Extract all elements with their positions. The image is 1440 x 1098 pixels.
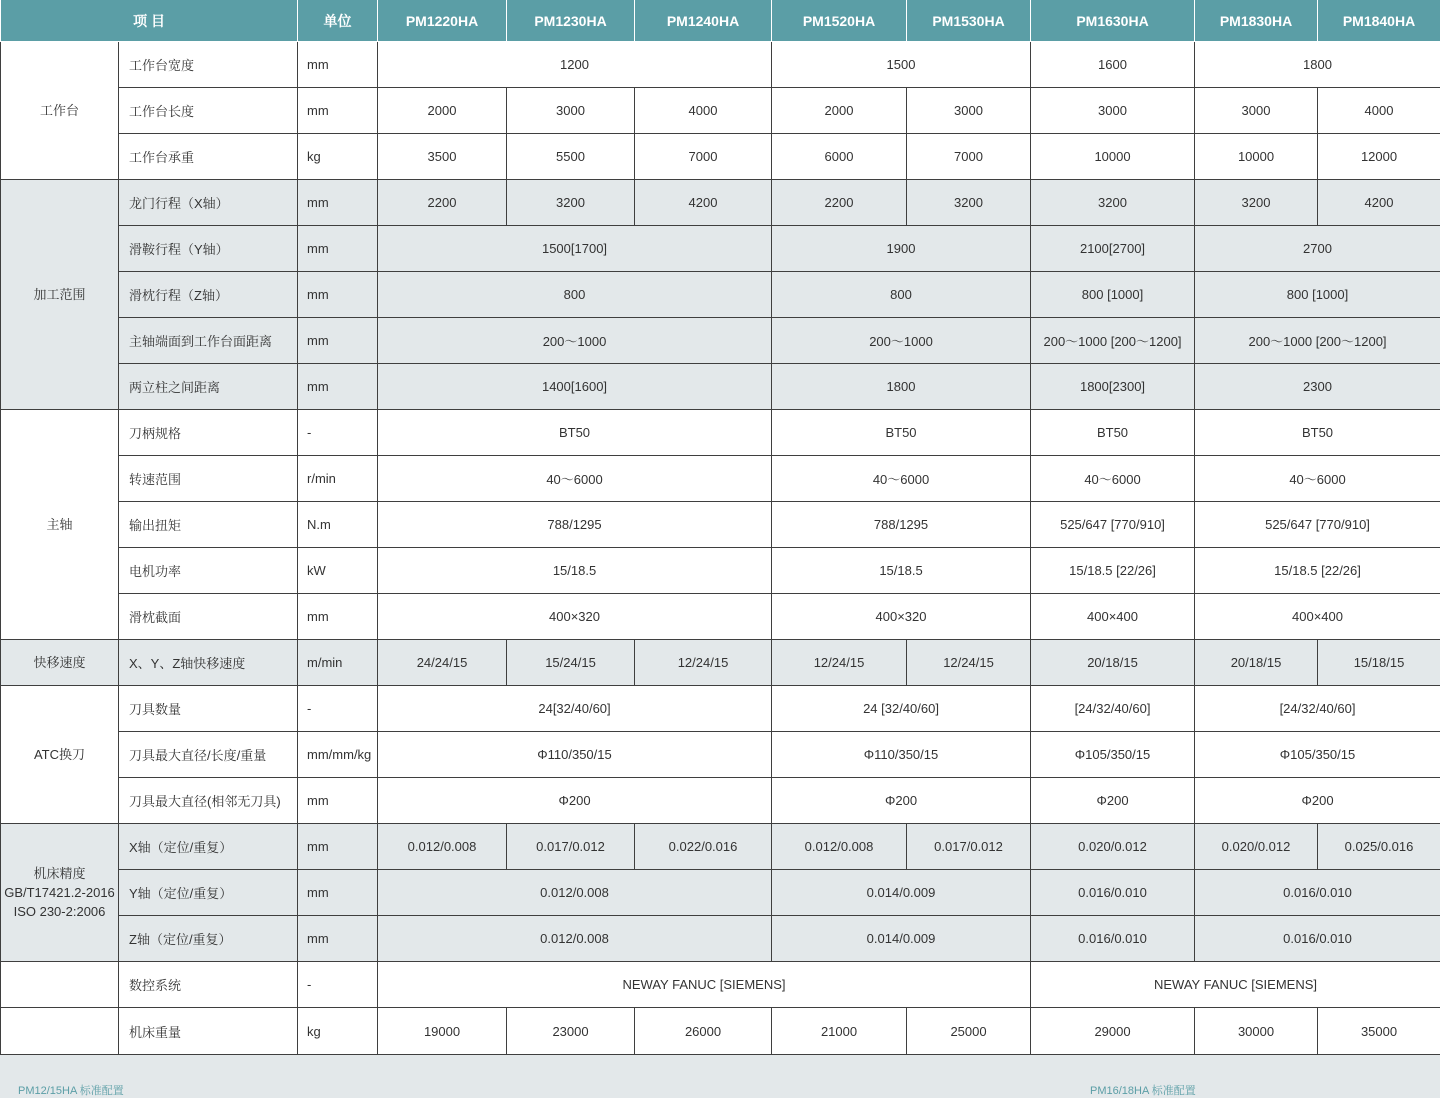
value-cell: Φ200 [772,778,1031,824]
value-cell: 20/18/15 [1195,640,1318,686]
unit-cell: - [298,410,378,456]
unit-cell: mm [298,824,378,870]
unit-cell: kW [298,548,378,594]
unit-cell: mm [298,364,378,410]
table-row [1,364,1440,410]
value-cell: 23000 [507,1008,635,1055]
item-label: Y轴（定位/重复） [119,870,298,916]
item-label: 工作台宽度 [119,42,298,88]
value-cell: 1600 [1031,42,1195,88]
table-row [1,226,1440,272]
item-label: 机床重量 [119,1008,298,1055]
item-label: 电机功率 [119,548,298,594]
spec-body [1,42,1440,1055]
value-cell: 5500 [507,134,635,180]
value-cell: Φ110/350/15 [772,732,1031,778]
item-label: 数控系统 [119,962,298,1008]
table-row [1,732,1440,778]
table-row [1,640,1440,686]
value-cell: 24 [32/40/60] [772,686,1031,732]
item-label: X、Y、Z轴快移速度 [119,640,298,686]
table-row [1,42,1440,88]
value-cell: 1400[1600] [378,364,772,410]
value-cell: 4000 [635,88,772,134]
value-cell: 788/1295 [772,502,1031,548]
unit-cell: kg [298,1008,378,1055]
value-cell: 1500[1700] [378,226,772,272]
value-cell: 6000 [772,134,907,180]
group-label: 快移速度 [1,640,119,686]
unit-cell: m/min [298,640,378,686]
unit-cell: mm [298,272,378,318]
header-row [1,0,1440,42]
unit-cell: mm [298,42,378,88]
unit-cell: kg [298,134,378,180]
value-cell: 0.025/0.016 [1318,824,1440,870]
item-label: 刀具数量 [119,686,298,732]
unit-cell: mm [298,916,378,962]
table-row [1,318,1440,364]
value-cell: 0.017/0.012 [907,824,1031,870]
item-label: 滑枕行程（Z轴） [119,272,298,318]
value-cell: 800 [1000] [1031,272,1195,318]
item-label: 刀具最大直径/长度/重量 [119,732,298,778]
value-cell: Φ200 [1195,778,1440,824]
header-unit: 单位 [298,0,378,42]
item-label: 输出扭矩 [119,502,298,548]
item-label: 龙门行程（X轴） [119,180,298,226]
value-cell: 40～6000 [378,456,772,502]
value-cell: Φ110/350/15 [378,732,772,778]
table-row [1,272,1440,318]
group-label: 机床精度 GB/T17421.2-2016 ISO 230-2:2006 [1,824,119,962]
table-row [1,686,1440,732]
unit-cell: N.m [298,502,378,548]
value-cell: 200～1000 [378,318,772,364]
item-label: 刀柄规格 [119,410,298,456]
value-cell: 10000 [1031,134,1195,180]
value-cell: 0.022/0.016 [635,824,772,870]
value-cell: 2000 [772,88,907,134]
value-cell: 20/18/15 [1031,640,1195,686]
value-cell: 3200 [907,180,1031,226]
value-cell: BT50 [772,410,1031,456]
value-cell: 0.014/0.009 [772,870,1031,916]
value-cell: 3500 [378,134,507,180]
value-cell: 15/18.5 [772,548,1031,594]
table-row [1,180,1440,226]
group-label: 主轴 [1,410,119,640]
value-cell: 12/24/15 [635,640,772,686]
value-cell: 3000 [1195,88,1318,134]
value-cell: 800 [1000] [1195,272,1440,318]
group-label: 工作台 [1,42,119,180]
value-cell: 2100[2700] [1031,226,1195,272]
value-cell: 4200 [1318,180,1440,226]
value-cell: 400×320 [772,594,1031,640]
footer-strip [0,1058,1440,1089]
header-model: PM1230HA [507,0,635,42]
value-cell: 7000 [635,134,772,180]
value-cell: 525/647 [770/910] [1195,502,1440,548]
value-cell: 3200 [1031,180,1195,226]
value-cell: 0.017/0.012 [507,824,635,870]
value-cell: 40～6000 [772,456,1031,502]
value-cell: 25000 [907,1008,1031,1055]
value-cell: 525/647 [770/910] [1031,502,1195,548]
value-cell: 400×400 [1031,594,1195,640]
value-cell: 12000 [1318,134,1440,180]
footer-note-right: PM16/18HA 标准配置 [1090,1082,1196,1098]
unit-cell: mm [298,88,378,134]
value-cell: 1800 [1195,42,1440,88]
table-row [1,1008,1440,1055]
table-row [1,824,1440,870]
value-cell: 35000 [1318,1008,1440,1055]
value-cell: 2000 [378,88,507,134]
value-cell: 19000 [378,1008,507,1055]
value-cell: NEWAY FANUC [SIEMENS] [1031,962,1440,1008]
value-cell: 12/24/15 [907,640,1031,686]
value-cell: BT50 [378,410,772,456]
value-cell: 800 [772,272,1031,318]
item-label: 工作台承重 [119,134,298,180]
value-cell: [24/32/40/60] [1195,686,1440,732]
value-cell: 400×400 [1195,594,1440,640]
value-cell: 0.020/0.012 [1195,824,1318,870]
header-model: PM1530HA [907,0,1031,42]
value-cell: 3200 [507,180,635,226]
item-label: X轴（定位/重复） [119,824,298,870]
item-label: 两立柱之间距离 [119,364,298,410]
group-label [1,1008,119,1055]
value-cell: 0.020/0.012 [1031,824,1195,870]
value-cell: 3000 [907,88,1031,134]
value-cell: 0.016/0.010 [1031,916,1195,962]
item-label: 工作台长度 [119,88,298,134]
value-cell: Φ105/350/15 [1031,732,1195,778]
group-label: ATC换刀 [1,686,119,824]
value-cell: 3000 [507,88,635,134]
item-label: 主轴端面到工作台面距离 [119,318,298,364]
table-row [1,502,1440,548]
value-cell: 4200 [635,180,772,226]
group-label: 加工范围 [1,180,119,410]
unit-cell: r/min [298,456,378,502]
value-cell: 1900 [772,226,1031,272]
value-cell: 0.012/0.008 [772,824,907,870]
value-cell: BT50 [1031,410,1195,456]
value-cell: 788/1295 [378,502,772,548]
value-cell: 1500 [772,42,1031,88]
value-cell: 0.012/0.008 [378,870,772,916]
item-label: 滑鞍行程（Y轴） [119,226,298,272]
unit-cell: mm [298,778,378,824]
table-row [1,778,1440,824]
item-label: 滑枕截面 [119,594,298,640]
value-cell: 15/24/15 [507,640,635,686]
value-cell: 1800[2300] [1031,364,1195,410]
table-row [1,410,1440,456]
value-cell: Φ200 [1031,778,1195,824]
header-model: PM1630HA [1031,0,1195,42]
group-label [1,962,119,1008]
value-cell: 30000 [1195,1008,1318,1055]
value-cell: 3000 [1031,88,1195,134]
header-item: 项 目 [1,0,298,42]
value-cell: BT50 [1195,410,1440,456]
value-cell: 29000 [1031,1008,1195,1055]
table-row [1,548,1440,594]
value-cell: 800 [378,272,772,318]
footer-note-left: PM12/15HA 标准配置 [18,1082,124,1098]
value-cell: 12/24/15 [772,640,907,686]
table-row [1,916,1440,962]
value-cell: NEWAY FANUC [SIEMENS] [378,962,1031,1008]
table-row [1,962,1440,1008]
value-cell: 400×320 [378,594,772,640]
value-cell: 2300 [1195,364,1440,410]
value-cell: 40～6000 [1031,456,1195,502]
value-cell: 24/24/15 [378,640,507,686]
header-model: PM1240HA [635,0,772,42]
value-cell: 15/18.5 [22/26] [1195,548,1440,594]
item-label: 刀具最大直径(相邻无刀具) [119,778,298,824]
value-cell: 10000 [1195,134,1318,180]
unit-cell: mm [298,180,378,226]
table-row [1,134,1440,180]
value-cell: 40～6000 [1195,456,1440,502]
unit-cell: - [298,686,378,732]
value-cell: 0.016/0.010 [1195,870,1440,916]
unit-cell: mm [298,594,378,640]
value-cell: 4000 [1318,88,1440,134]
value-cell: 21000 [772,1008,907,1055]
value-cell: 1800 [772,364,1031,410]
value-cell: 26000 [635,1008,772,1055]
item-label: Z轴（定位/重复） [119,916,298,962]
value-cell: 200～1000 [772,318,1031,364]
table-row [1,870,1440,916]
value-cell: Φ105/350/15 [1195,732,1440,778]
value-cell: 2200 [378,180,507,226]
unit-cell: mm [298,870,378,916]
value-cell: 0.016/0.010 [1031,870,1195,916]
value-cell: 15/18/15 [1318,640,1440,686]
value-cell: 2200 [772,180,907,226]
table-row [1,88,1440,134]
unit-cell: mm [298,318,378,364]
value-cell: 200～1000 [200～1200] [1195,318,1440,364]
value-cell: [24/32/40/60] [1031,686,1195,732]
unit-cell: - [298,962,378,1008]
header-model: PM1840HA [1318,0,1440,42]
value-cell: 200～1000 [200～1200] [1031,318,1195,364]
value-cell: 15/18.5 [378,548,772,594]
header-model: PM1520HA [772,0,907,42]
table-row [1,456,1440,502]
value-cell: 15/18.5 [22/26] [1031,548,1195,594]
unit-cell: mm [298,226,378,272]
value-cell: 0.012/0.008 [378,824,507,870]
value-cell: 2700 [1195,226,1440,272]
header-model: PM1830HA [1195,0,1318,42]
table-row [1,594,1440,640]
value-cell: 7000 [907,134,1031,180]
value-cell: 0.012/0.008 [378,916,772,962]
value-cell: 3200 [1195,180,1318,226]
value-cell: 1200 [378,42,772,88]
value-cell: 0.014/0.009 [772,916,1031,962]
unit-cell: mm/mm/kg [298,732,378,778]
value-cell: 0.016/0.010 [1195,916,1440,962]
item-label: 转速范围 [119,456,298,502]
header-model: PM1220HA [378,0,507,42]
value-cell: 24[32/40/60] [378,686,772,732]
value-cell: Φ200 [378,778,772,824]
